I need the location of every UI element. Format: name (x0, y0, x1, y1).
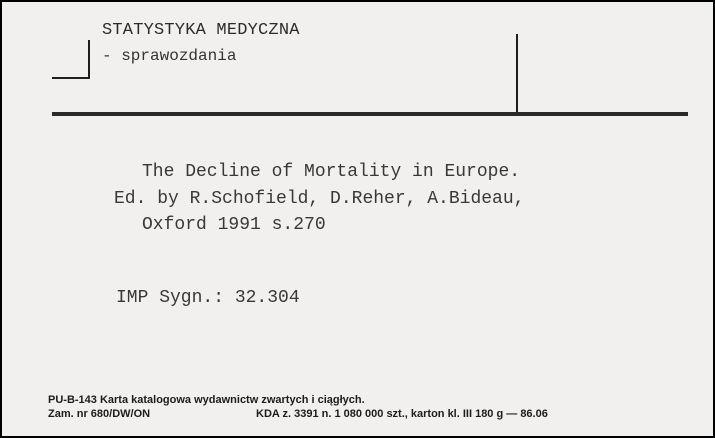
card-heading: STATYSTYKA MEDYCZNA (102, 21, 300, 40)
card-subheading: - sprawozdania (102, 47, 237, 65)
catalog-card (2, 2, 713, 436)
header-bracket-vertical (88, 40, 90, 79)
entry-editors: Ed. by R.Schofield, D.Reher, A.Bideau, (114, 189, 525, 209)
entry-publication: Oxford 1991 s.270 (142, 215, 326, 235)
header-divider-rule (52, 112, 688, 116)
footer-order-number: Zam. nr 680/DW/ON (48, 408, 151, 420)
footer-form-line: PU-B-143 Karta katalogowa wydawnictw zwartych i ciągłych. (48, 394, 365, 406)
entry-title: The Decline of Mortality in Europe. (142, 162, 521, 182)
header-vertical-rule (516, 34, 518, 114)
footer-print-details: KDA z. 3391 n. 1 080 000 szt., karton kl. III 180 g — 86.06 (256, 408, 548, 420)
entry-signature: IMP Sygn.: 32.304 (116, 288, 300, 308)
header-bracket-horizontal (52, 77, 90, 79)
